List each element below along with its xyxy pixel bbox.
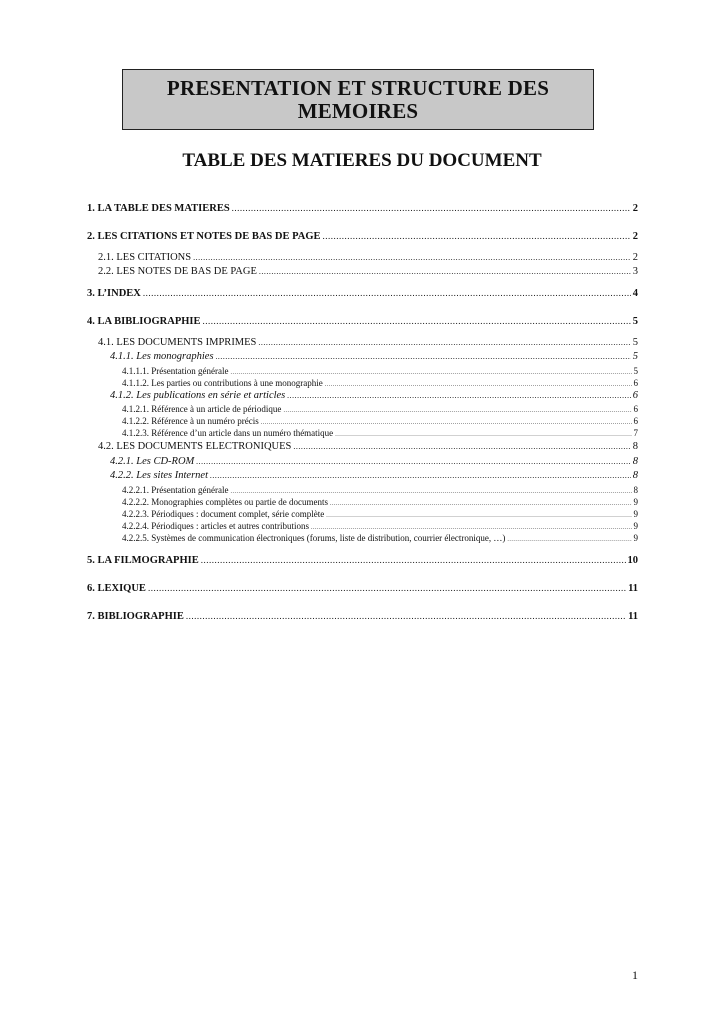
toc-entry-4-2[interactable]: 4.2. LES DOCUMENTS ELECTRONIQUES ..... 8 xyxy=(98,441,638,452)
toc-entry-4-2-1[interactable]: 4.2.1. Les CD-ROM ..... 8 xyxy=(110,456,638,467)
document-title-line2: MEMOIRES xyxy=(297,98,419,123)
toc-entry-5[interactable]: 5. LA FILMOGRAPHIE ..... 10 xyxy=(87,555,638,566)
toc-heading: TABLE DES MATIERES DU DOCUMENT xyxy=(182,150,542,171)
toc-entry-1[interactable]: 1. LA TABLE DES MATIERES ..... 2 xyxy=(87,203,638,214)
toc-entry-4-1-1-1[interactable]: 4.1.1.1. Présentation générale ..... 5 xyxy=(122,366,638,376)
toc-entry-4-2-2-5[interactable]: 4.2.2.5. Systèmes de communication électroniques (forums, liste de distribution, courrier électronique, …) ..... 9 xyxy=(122,533,638,543)
toc-entry-4-1-2-3[interactable]: 4.1.2.3. Référence d’un article dans un numéro thématique ..... 7 xyxy=(122,428,638,438)
toc-entry-4-2-2-1[interactable]: 4.2.2.1. Présentation générale ..... 8 xyxy=(122,485,638,495)
toc-entry-4-1-2[interactable]: 4.1.2. Les publications en série et articles ..... 6 xyxy=(110,390,638,401)
toc-entry-2-2[interactable]: 2.2. LES NOTES DE BAS DE PAGE ..... 3 xyxy=(98,266,638,277)
toc-entry-4-1-1-2[interactable]: 4.1.1.2. Les parties ou contributions à une monographie ..... 6 xyxy=(122,378,638,388)
toc-entry-2-1[interactable]: 2.1. LES CITATIONS ..... 2 xyxy=(98,252,638,263)
toc-entry-4-2-2-2[interactable]: 4.2.2.2. Monographies complètes ou partie de documents ..... 9 xyxy=(122,497,638,507)
toc-entry-4-2-2-4[interactable]: 4.2.2.4. Périodiques : articles et autres contributions ..... 9 xyxy=(122,521,638,531)
toc-entry-2[interactable]: 2. LES CITATIONS ET NOTES DE BAS DE PAGE ..... 2 xyxy=(87,231,638,242)
toc-entry-4[interactable]: 4. LA BIBLIOGRAPHIE ..... 5 xyxy=(87,316,638,327)
page-number: 1 xyxy=(632,968,638,982)
toc-entry-4-2-2[interactable]: 4.2.2. Les sites Internet ..... 8 xyxy=(110,470,638,481)
toc-entry-4-1-1[interactable]: 4.1.1. Les monographies ..... 5 xyxy=(110,351,638,362)
toc-entry-4-2-2-3[interactable]: 4.2.2.3. Périodiques : document complet, série complète ..... 9 xyxy=(122,509,638,519)
toc-entry-4-1[interactable]: 4.1. LES DOCUMENTS IMPRIMES ..... 5 xyxy=(98,337,638,348)
toc-entry-3[interactable]: 3. L’INDEX ..... 4 xyxy=(87,288,638,299)
document-title-line1: PRESENTATION ET STRUCTURE DES xyxy=(166,75,550,100)
toc-entry-4-1-2-1[interactable]: 4.1.2.1. Référence à un article de périodique ..... 6 xyxy=(122,404,638,414)
toc-entry-4-1-2-2[interactable]: 4.1.2.2. Référence à un numéro précis ..... 6 xyxy=(122,416,638,426)
toc-entry-7[interactable]: 7. BIBLIOGRAPHIE ..... 11 xyxy=(87,611,638,622)
toc-entry-6[interactable]: 6. LEXIQUE ..... 11 xyxy=(87,583,638,594)
